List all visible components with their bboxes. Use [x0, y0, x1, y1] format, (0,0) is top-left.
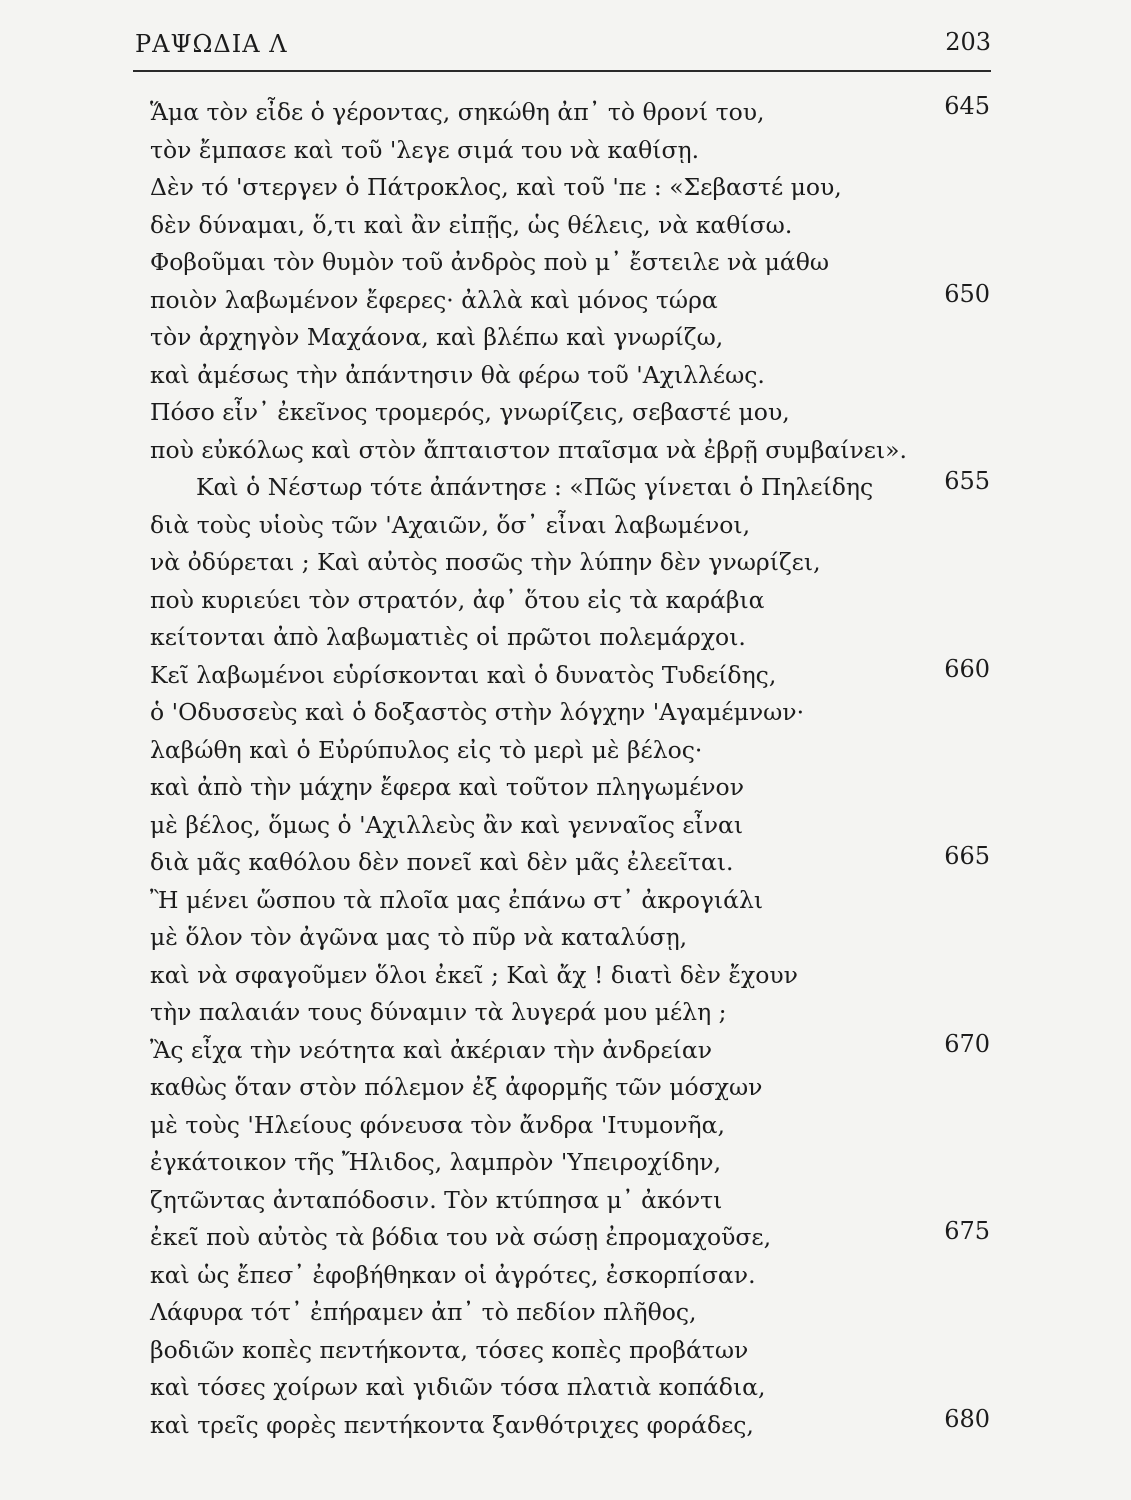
verse-line: [150, 1144, 990, 1182]
verse-line: [150, 132, 990, 170]
verse-line: [150, 619, 990, 657]
line-number: 660: [944, 654, 990, 683]
verse-line: [150, 544, 990, 582]
line-number: 645: [944, 92, 990, 120]
verse-text: διὰ τοὺς υἱοὺς τῶν 'Αχαιῶν, ὅσ᾽ εἶναι λαβωμένοι,: [150, 510, 751, 539]
verse-text: διὰ μᾶς καθόλου δὲν πονεῖ καὶ δὲν μᾶς ἐλεεῖται.: [150, 848, 734, 876]
verse-line: [150, 844, 990, 882]
line-number: 670: [944, 1029, 990, 1058]
verse-text: Φοβοῦμαι τὸν θυμὸν τοῦ ἀνδρὸς ποὺ μ᾽ ἔστειλε νὰ μάθω: [150, 248, 830, 276]
verse-line: [150, 807, 990, 845]
verse-line: [150, 244, 990, 282]
verse-line: [150, 432, 990, 470]
verse-text: ποὺ εὐκόλως καὶ στὸν ἄπταιστον πταῖσμα νὰ ἐβρῇ συμβαίνει».: [150, 435, 908, 464]
verse-line: [150, 1029, 990, 1070]
verse-line: [150, 357, 990, 395]
verse-line: [150, 654, 990, 695]
verse-text: Δὲν τό 'στεργεν ὁ Πάτροκλος, καὶ τοῦ 'πε : «Σεβαστέ μου,: [150, 173, 842, 201]
verse-line: [150, 94, 990, 132]
verse-line: [150, 279, 990, 320]
verse-line: [150, 207, 990, 245]
verse-list: [150, 94, 990, 1444]
page-number: 203: [945, 28, 991, 56]
verse-line: [150, 694, 990, 732]
verse-line: [150, 319, 990, 357]
verse-text: τὸν ἀρχηγὸν Μαχάονα, καὶ βλέπω καὶ γνωρίζω,: [150, 323, 724, 351]
verse-text: κείτονται ἀπὸ λαβωματιὲς οἱ πρῶτοι πολεμάρχοι.: [150, 623, 746, 651]
verse-line: [150, 469, 990, 507]
verse-text: μὲ βέλος, ὅμως ὁ 'Αχιλλεὺς ἂν καὶ γενναῖος εἶναι: [150, 810, 744, 839]
verse-text: δὲν δύναμαι, ὅ,τι καὶ ἂν εἰπῇς, ὡς θέλεις, νὰ καθίσω.: [150, 210, 793, 239]
verse-line: [150, 507, 990, 545]
verse-text: Πόσο εἶν᾽ ἐκεῖνος τρομερός, γνωρίζεις, σεβαστέ μου,: [150, 398, 790, 426]
verse-text: τὸν ἔμπασε καὶ τοῦ 'λεγε σιμά του νὰ καθίσῃ.: [150, 135, 700, 164]
verse-line: [150, 882, 990, 920]
verse-line: [150, 1107, 990, 1145]
verse-line: [150, 769, 990, 807]
verse-line: [150, 1404, 990, 1445]
verse-text: καὶ τρεῖς φορὲς πεντήκοντα ξανθότριχες φοράδες,: [150, 1410, 754, 1439]
verse-line: [150, 919, 990, 957]
verse-text: ἐκεῖ ποὺ αὐτὸς τὰ βόδια του νὰ σώσῃ ἐπρομαχοῦσε,: [150, 1223, 772, 1251]
verse-line: [150, 1369, 990, 1407]
verse-text: ποὺ κυριεύει τὸν στρατόν, ἀφ᾽ ὅτου εἰς τὰ καράβια: [150, 585, 765, 614]
verse-text: καὶ ἀπὸ τὴν μάχην ἔφερα καὶ τοῦτον πληγωμένον: [150, 773, 744, 801]
verse-text: καὶ ἀμέσως τὴν ἀπάντησιν θὰ φέρω τοῦ 'Αχιλλέως.: [150, 360, 765, 389]
verse-text: Καὶ ὁ Νέστωρ τότε ἀπάντησε : «Πῶς γίνεται ὁ Πηλείδης: [196, 473, 874, 501]
verse-text: ζητῶντας ἀνταπόδοσιν. Τὸν κτύπησα μ᾽ ἀκόντι: [150, 1185, 723, 1214]
line-number: 665: [944, 842, 990, 870]
verse-text: νὰ ὀδύρεται ; Καὶ αὐτὸς ποσῶς τὴν λύπην δὲν γνωρίζει,: [150, 548, 821, 576]
verse-text: τὴν παλαιάν τους δύναμιν τὰ λυγερά μου μέλη ;: [150, 998, 727, 1026]
verse-line: [150, 394, 990, 432]
verse-line: [150, 732, 990, 770]
verse-line: [150, 169, 990, 207]
line-number: 675: [944, 1217, 990, 1245]
verse-text: Ἅμα τὸν εἶδε ὁ γέροντας, σηκώθη ἀπ᾽ τὸ θρονί του,: [150, 98, 765, 126]
verse-line: [150, 582, 990, 620]
verse-text: Λάφυρα τότ᾽ ἐπήραμεν ἀπ᾽ τὸ πεδίον πλῆθος,: [150, 1298, 697, 1326]
verse-text: ἐγκάτοικον τῆς Ἤλιδος, λαμπρὸν 'Υπειροχίδην,: [150, 1148, 722, 1176]
verse-line: [150, 994, 990, 1032]
verse-text: καὶ ὡς ἔπεσ᾽ ἐφοβήθηκαν οἱ ἀγρότες, ἐσκορπίσαν.: [150, 1260, 756, 1289]
header-rule: [133, 70, 991, 72]
verse-line: [150, 1332, 990, 1370]
verse-text: Ἂς εἶχα τὴν νεότητα καὶ ἀκέριαν τὴν ἀνδρείαν: [150, 1035, 713, 1064]
verse-line: [150, 1219, 990, 1257]
verse-text: καθὼς ὅταν στὸν πόλεμον ἐξ ἀφορμῆς τῶν μόσχων: [150, 1073, 763, 1101]
line-number: 680: [944, 1404, 990, 1433]
verse-line: [150, 1182, 990, 1220]
verse-line: [150, 1294, 990, 1332]
verse-text: καὶ τόσες χοίρων καὶ γιδιῶν τόσα πλατιὰ κοπάδια,: [150, 1373, 766, 1401]
verse-text: καὶ νὰ σφαγοῦμεν ὅλοι ἐκεῖ ; Καὶ ἄχ ! διατὶ δὲν ἔχουν: [150, 960, 798, 989]
verse-line: [150, 1069, 990, 1107]
verse-text: μὲ ὅλον τὸν ἀγῶνα μας τὸ πῦρ νὰ καταλύσῃ,: [150, 923, 688, 951]
verse-text: Ἢ μένει ὥσπου τὰ πλοῖα μας ἐπάνω στ᾽ ἀκρογιάλι: [150, 885, 764, 914]
verse-text: βοδιῶν κοπὲς πεντήκοντα, τόσες κοπὲς προβάτων: [150, 1335, 749, 1364]
verse-text: Κεῖ λαβωμένοι εὑρίσκονται καὶ ὁ δυνατὸς Τυδείδης,: [150, 660, 777, 689]
verse-text: λαβώθη καὶ ὁ Εὐρύπυλος εἰς τὸ μερὶ μὲ βέλος·: [150, 735, 703, 764]
line-number: 650: [944, 279, 990, 308]
verse-text: μὲ τοὺς 'Ηλείους φόνευσα τὸν ἄνδρα 'Ιτυμονῆα,: [150, 1110, 725, 1139]
line-number: 655: [944, 467, 990, 495]
running-title: ΡΑΨΩΔΙΑ Λ: [135, 30, 288, 58]
verse-line: [150, 957, 990, 995]
verse-line: [150, 1257, 990, 1295]
verse-text: ὁ 'Οδυσσεὺς καὶ ὁ δοξαστὸς στὴν λόγχην 'Αγαμέμνων·: [150, 698, 805, 726]
verse-text: ποιὸν λαβωμένον ἔφερες· ἀλλὰ καὶ μόνος τώρα: [150, 285, 718, 314]
